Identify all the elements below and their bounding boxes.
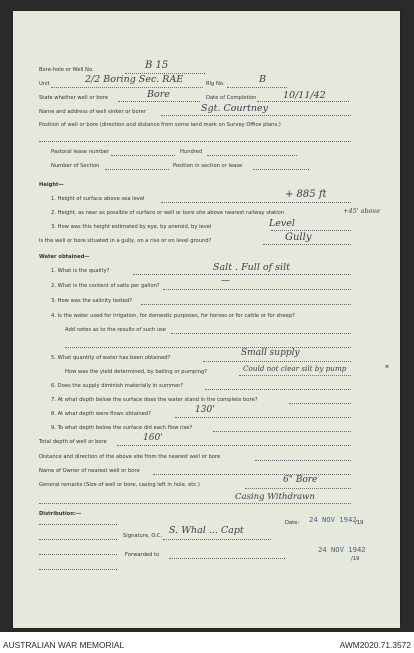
state-label: State whether well or bore bbox=[39, 95, 108, 101]
footer-bar bbox=[0, 632, 414, 653]
distance-label: Distance and direction of the above site from the nearest well or bore bbox=[39, 454, 221, 460]
q3-rule bbox=[271, 230, 351, 231]
w5b-value: Could not clear silt by pump bbox=[243, 364, 347, 373]
w4-rule-2 bbox=[65, 347, 351, 348]
rig-label: Rig No. bbox=[206, 81, 225, 87]
dist-rule-2 bbox=[39, 539, 117, 540]
distribution-label: Distribution:— bbox=[39, 511, 82, 517]
q2-value: +45' above bbox=[343, 207, 381, 215]
section-label: Number of Section bbox=[51, 163, 100, 169]
w4-rule bbox=[171, 333, 351, 334]
date-label-1: Date: bbox=[285, 520, 300, 526]
position-section-label: Position in section or lease bbox=[173, 163, 243, 169]
pastoral-label: Pastoral lease number bbox=[51, 149, 109, 155]
dist-rule-4 bbox=[39, 569, 117, 570]
w3-label: 3. How was the salinity tested? bbox=[51, 298, 132, 304]
hundred-label: Hundred bbox=[180, 149, 203, 155]
w6-label: 6. Does the supply diminish materially in summer? bbox=[51, 383, 184, 389]
w7-label: 7. At what depth below the surface does the water stand in the complete bore? bbox=[51, 397, 258, 403]
pastoral-rule bbox=[111, 155, 175, 156]
date-suffix-2: /19 bbox=[351, 556, 360, 562]
w5b-rule bbox=[239, 375, 351, 376]
sinker-value: Sgt. Courtney bbox=[201, 103, 269, 114]
date-completion-value: 10/11/42 bbox=[283, 90, 326, 101]
height-heading: Height— bbox=[39, 182, 64, 188]
dist-rule-1 bbox=[39, 524, 117, 525]
w8-label: 8. At what depth were flows obtained? bbox=[51, 411, 151, 417]
signature-value: S. Whal ... Capt bbox=[169, 525, 244, 536]
w1-rule bbox=[133, 274, 351, 275]
state-rule bbox=[118, 101, 200, 102]
dist-rule-3 bbox=[39, 554, 117, 555]
gully-rule bbox=[263, 244, 351, 245]
remarks-value-2: Casing Withdrawn bbox=[235, 492, 315, 502]
w6-rule bbox=[205, 389, 351, 390]
w5-label: 5. What quantity of water has been obtained? bbox=[51, 355, 171, 361]
w4-note: Add notes as to the results of such use bbox=[65, 327, 166, 333]
hundred-rule bbox=[207, 155, 297, 156]
remarks-label: General remarks (Size of well or bore, casing left in hole, etc.) bbox=[39, 482, 200, 488]
w5-rule bbox=[203, 361, 351, 362]
owner-rule bbox=[153, 474, 351, 475]
remarks-value-1: 6" Bore bbox=[283, 475, 318, 485]
w2-value: — bbox=[221, 276, 230, 286]
position-section-rule bbox=[253, 169, 309, 170]
w3-rule bbox=[141, 304, 351, 305]
total-depth-label: Total depth of well or bore bbox=[39, 439, 107, 445]
section-rule bbox=[105, 169, 169, 170]
w1-label: 1. What is the quality? bbox=[51, 268, 110, 274]
q1-value: + 885 ft bbox=[285, 189, 327, 200]
unit-rule bbox=[51, 87, 203, 88]
position-label: Position of well or bore (direction and distance from some land mark on Survey Office plans.) bbox=[39, 122, 281, 128]
total-depth-rule bbox=[117, 445, 351, 446]
sinker-label: Name and address of well sinker or borer bbox=[39, 109, 146, 115]
w8-rule bbox=[175, 417, 351, 418]
footer-accession: AWM2020.71.3572 bbox=[339, 640, 411, 650]
rig-value: B bbox=[259, 74, 266, 85]
gully-label: Is the well or bore situated in a gully, on a rise or on level ground? bbox=[39, 238, 212, 244]
sinker-rule bbox=[161, 115, 351, 116]
total-depth-value: 160' bbox=[143, 433, 163, 443]
w7-rule bbox=[289, 403, 351, 404]
owner-label: Name of Owner of nearest well or bore bbox=[39, 468, 140, 474]
w5b-label: How was the yield determined, by bailing or pumping? bbox=[65, 369, 207, 375]
w9-rule bbox=[213, 431, 351, 432]
remarks-rule bbox=[245, 488, 351, 489]
position-rule bbox=[39, 141, 351, 142]
date-stamp-2: 24 NOV 1942 bbox=[318, 545, 366, 554]
borehole-label: Bore-hole or Well No. bbox=[39, 67, 94, 73]
water-heading: Water obtained— bbox=[39, 254, 90, 260]
borehole-value: B 15 bbox=[145, 60, 169, 71]
unit-value: 2/2 Boring Sec. RAE bbox=[85, 74, 184, 85]
forwarded-label: Forwarded to bbox=[125, 552, 160, 558]
footer-credit: AUSTRALIAN WAR MEMORIAL bbox=[3, 640, 125, 650]
distance-rule bbox=[255, 460, 351, 461]
signature-label: Signature, O.C. bbox=[123, 533, 163, 539]
date-stamp-1: 24 NOV 1942 bbox=[309, 515, 357, 524]
date-completion-rule bbox=[257, 101, 349, 102]
document-page bbox=[13, 11, 400, 628]
signature-rule bbox=[163, 539, 271, 540]
star-mark: * bbox=[385, 364, 389, 373]
unit-label: Unit bbox=[39, 81, 50, 87]
w5-value: Small supply bbox=[241, 348, 300, 358]
date-suffix-1: /19 bbox=[355, 520, 364, 526]
date-completion-label: Date of Completion bbox=[206, 95, 257, 101]
state-value: Bore bbox=[147, 89, 170, 100]
w2-label: 2. What is the content of salts per gallon? bbox=[51, 283, 160, 289]
rig-rule bbox=[227, 87, 287, 88]
w2-rule bbox=[163, 289, 351, 290]
w1-value: Salt . Full of silt bbox=[213, 262, 290, 273]
remarks-rule-2 bbox=[39, 503, 351, 504]
q1-rule bbox=[161, 202, 351, 203]
q2-label: 2. Height, as near as possible of surface or well or bore site above nearest railway station bbox=[51, 210, 285, 216]
w4-label: 4. Is the water used for irrigation, for domestic purposes, for horses or for cattle or for sheep? bbox=[51, 313, 295, 319]
gully-value: Gully bbox=[285, 232, 312, 243]
w8-value: 130' bbox=[195, 405, 215, 415]
w9-label: 9. To what depth below the surface did each flow rise? bbox=[51, 425, 193, 431]
q3-value: Level bbox=[269, 218, 295, 229]
q1-label: 1. Height of surface above sea level bbox=[51, 196, 145, 202]
forwarded-rule bbox=[169, 558, 285, 559]
q3-label: 3. How was this height estimated by eye, by aneroid, by level bbox=[51, 224, 212, 230]
